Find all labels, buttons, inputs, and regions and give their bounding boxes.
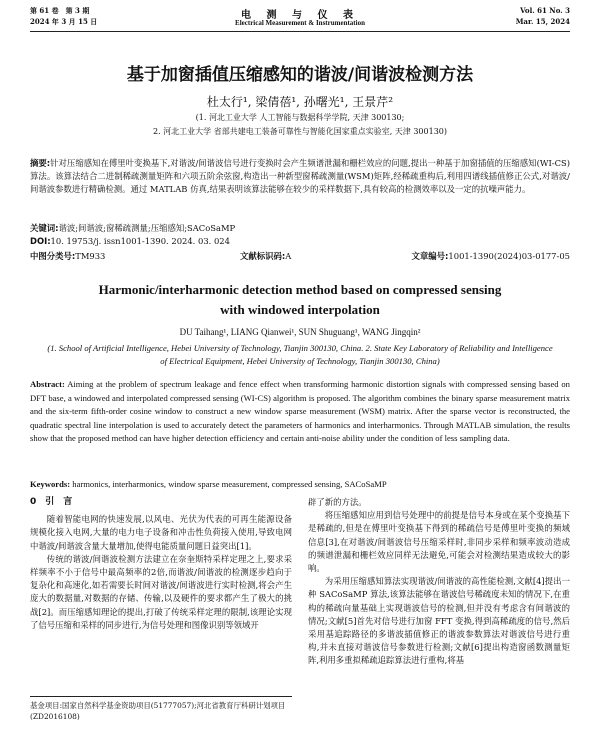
affiliation-cn-1: (1. 河北工业大学 人工智能与数据科学学院, 天津 300130; xyxy=(195,113,405,122)
keywords-cn-label: 关键词: xyxy=(30,223,59,233)
body-paragraph: 随着智能电网的快速发展,以风电、光伏为代表的可再生能源设备规模化接入电网,大量的电力电子设备和冲击性负荷接入使用,导致电网中谐波/间谐波含量大量增加,使得电能质量问题日益突出[1]。 xyxy=(30,514,292,551)
header-rule xyxy=(30,31,570,32)
affiliation-cn-2: 2. 河北工业大学 省部共建电工装备可靠性与智能化国家重点实验室, 天津 300130) xyxy=(152,127,447,136)
volume-issue-en: Vol. 61 No. 3 xyxy=(520,6,570,15)
section-heading-introduction: 0 引 言 xyxy=(30,497,73,507)
funding-footnote: 基金项目:国家自然科学基金资助项目(51777057);河北省教育厅科研计划项目(ZD2016108) xyxy=(30,696,292,722)
keywords-en-text: harmonics, interharmonics, window sparse measurement, compressed sensing, SACoSaMP xyxy=(72,479,387,489)
keywords-en-label: Keywords: xyxy=(30,479,71,489)
abstract-en-text: Aiming at the problem of spectrum leakage and fence effect when transforming harmonic distortion signals with compressed sensing based on DFT base, a windowed and interpolated compressed sensing (WI-CS) algorithm is proposed. The algorithm combines the binary sparse measurement matrix and the six-term fifth-order cosine window to construct a new window sparse measurement (WSM) matrix. After the sparse vector is reconstructed, the quadratic spectral line interpolation is used to accurately detect the parameters of harmonics and interharmonics. Through MATLAB simulation, the results show that the proposed method can have higher detection efficiency and certain anti-noise ability under the condition of less sampling data. xyxy=(30,379,570,444)
abstract-en xyxy=(30,378,570,446)
body-paragraph: 为采用压缩感知算法实现谐波/间谐波的高性能检测,文献[4]提出一种 SACoSaMP 算法,该算法能够在谐波信号稀疏度未知的情况下,在重构的稀疏向量基础上实现谐波信号的检测,但并没有考虑含有间谐波的情况;文献[5]首先对信号进行加窗 FFT 变换,得到高稀疏度的信号,然后采用基追踪路径的多谐波插值修正的谐波参数算法对谐波信号进行重构,并未直接对谐波信号参数进行检测;文献[6]提出构造窗函数测量矩阵,利用多重拟稀疏追踪算法进行重构,将基 xyxy=(308,576,570,666)
journal-name-cn: 电 测 与 仪 表 xyxy=(241,10,359,21)
body-column-right xyxy=(308,496,570,668)
journal-header xyxy=(30,6,570,32)
paper-title-en-line1: Harmonic/interharmonic detection method based on compressed sensing xyxy=(98,282,502,297)
keywords-cn xyxy=(30,222,570,234)
doi-label: DOI: xyxy=(30,236,51,246)
paper-title-cn: 基于加窗插值压缩感知的谐波/间谐波检测方法 xyxy=(126,65,474,85)
paper-title-en xyxy=(30,280,570,320)
clc-label: 中图分类号: xyxy=(30,251,76,261)
body-paragraph: 传统的谐波/间谐波检测方法建立在奈奎斯特采样定理之上,要求采样频率不小于信号中最高频率的2倍,而谐波/间谐波的检测逐步趋向于复杂化和高速化,如若需要长时间对谐波/间谐波进行实时检测,将会产生庞大的数据量,对数据的存储、传输,以及硬件的要求都产生了极大的挑战[2]。而压缩感知理论的提出,打破了传统采样定理的限制,该理论实现了信号压缩和采样的同步进行,为信号处理和图像识别等领域开 xyxy=(30,553,292,630)
keywords-en xyxy=(30,479,570,489)
affiliation-en: (1. School of Artificial Intelligence, Hebei University of Technology, Tianjin 300130, China. 2. State Key Laboratory of Reliability and Intelligence of Electrical Equipment, Hebei University of Technology, Tianjin 300130, China) xyxy=(47,343,553,366)
abstract-cn xyxy=(30,157,570,196)
abstract-en-label: Abstract: xyxy=(30,379,65,389)
issue-date-cn: 2024 年 3 月 15 日 xyxy=(30,17,98,26)
article-no-label: 文章编号: xyxy=(411,251,449,261)
body-column-left xyxy=(30,496,292,632)
issue-date-en: Mar. 15, 2024 xyxy=(515,17,570,26)
body-paragraph: 将压缩感知应用到信号处理中的前提是信号本身或在某个变换基下是稀疏的,但是在傅里叶变换基下得到的稀疏信号是傅里叶变换的频域信息[3],在对谐波/间谐波信号压缩采样时,非同步采样和频率波动造成的频谱泄漏和栅栏效应同样无法避免,可能会对检测结果造成较大的影响。 xyxy=(308,510,570,574)
authors-en: DU Taihang¹, LIANG Qianwei¹, SUN Shuguang¹, WANG Jingqin² xyxy=(179,327,421,337)
keywords-cn-text: 谐波;间谐波;窗稀疏测量;压缩感知;SACoSaMP xyxy=(58,223,236,233)
abstract-cn-label: 摘要: xyxy=(30,158,51,168)
authors-cn: 杜太行¹, 梁倩蓓¹, 孙曙光¹, 王景芹² xyxy=(206,95,394,109)
doc-code-label: 文献标识码: xyxy=(240,251,286,261)
doc-code-value: A xyxy=(285,251,292,261)
doi-value[interactable]: 10. 19753/j. issn1001-1390. 2024. 03. 024 xyxy=(50,236,230,246)
body-paragraph: 辟了新的方法。 xyxy=(308,497,367,507)
abstract-cn-text: 针对压缩感知在傅里叶变换基下,对谐波/间谐波信号进行变换时会产生频谱泄漏和栅栏效应的问题,提出一种基于加窗插值的压缩感知(WI-CS)算法。该算法结合二进制稀疏测量矩阵和六项五阶余弦窗,构造出一种新型窗稀疏测量(WSM)矩阵,经稀疏重构后,利用四谱线插值修正公式,对谐波/间谐波参数进行精确检测。通过 MATLAB 仿真,结果表明该算法能够在较少的采样数据下,具有较高的检测效率以及一定的抗噪声能力。 xyxy=(30,158,570,194)
classification-line xyxy=(30,250,570,262)
volume-issue: 第 61 卷 第 3 期 xyxy=(30,6,90,15)
article-no-value: 1001-1390(2024)03-0177-05 xyxy=(448,251,570,261)
clc-value: TM933 xyxy=(75,251,106,261)
paper-title-en-line2: with windowed interpolation xyxy=(220,302,380,317)
doi-line xyxy=(30,236,570,246)
journal-name-en: Electrical Measurement & Instrumentation xyxy=(235,19,365,27)
